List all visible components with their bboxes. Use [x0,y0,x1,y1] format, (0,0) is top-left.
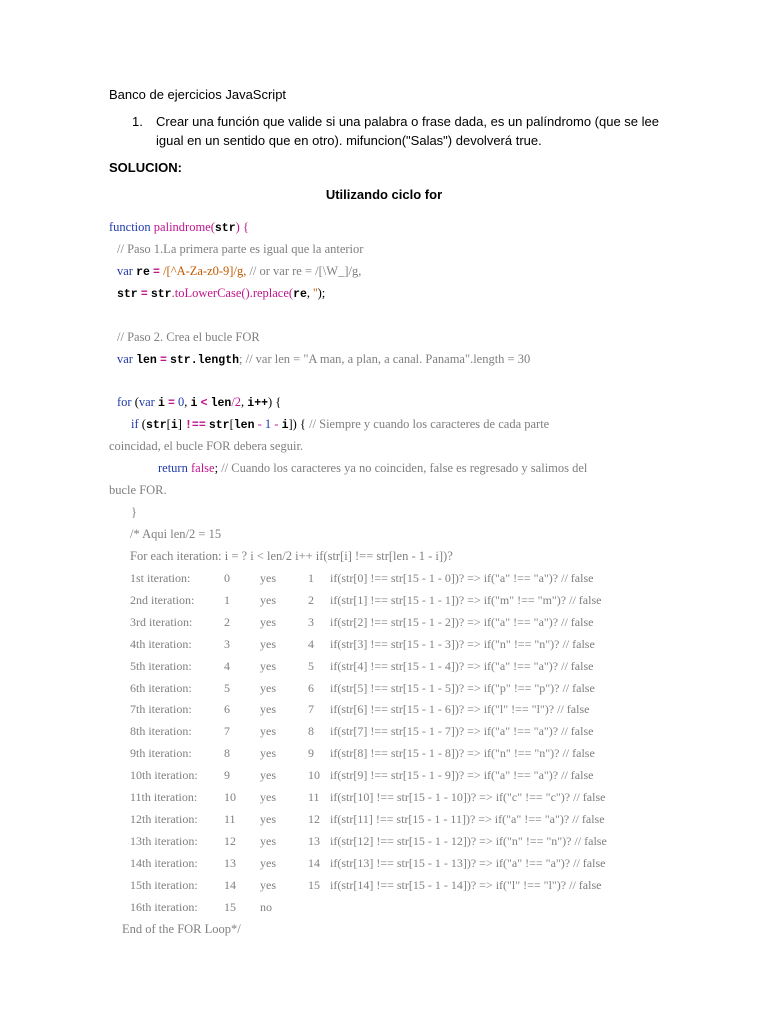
iteration-increment: 15 [308,877,320,892]
iteration-condition: yes [260,702,276,717]
iteration-label: 11th iteration: [130,790,198,804]
iteration-check: if(str[3] !== str[15 - 1 - 3])? => if("n" !== "n")? // false [330,636,595,651]
iteration-i-value: 6 [224,702,230,717]
iteration-condition: yes [260,680,276,695]
iteration-i-value: 1 [224,592,230,607]
iteration-i-value: 0 [224,571,230,585]
iteration-i-value: 5 [224,680,230,695]
iteration-i-value: 10 [224,790,236,804]
question-number: 1. [132,114,143,129]
code-comment-step1: // Paso 1.La primera parte es igual que la anterior [117,242,364,256]
iteration-check: if(str[1] !== str[15 - 1 - 1])? => if("m" !== "m")? // false [330,592,602,607]
iteration-increment: 6 [308,680,314,695]
iteration-condition: yes [260,855,276,870]
iteration-check: if(str[0] !== str[15 - 1 - 0])? => if("a" !== "a")? // false [330,571,594,585]
iteration-condition: yes [260,592,276,607]
code-line-lowercase: str = str.toLowerCase().replace(re, ''); [117,286,326,301]
solution-label: SOLUCION: [109,160,182,175]
iteration-check: if(str[10] !== str[15 - 1 - 10])? => if("c" !== "c")? // false [330,790,606,804]
code-line-function: function palindrome(str) { [109,220,249,235]
iteration-increment: 5 [308,658,314,673]
iteration-increment: 12 [308,811,320,826]
code-line-for: for (var i = 0, i < len/2, i++) { [117,395,282,410]
iteration-condition: yes [260,768,276,783]
iteration-label: 8th iteration: [130,724,192,739]
iteration-check: if(str[4] !== str[15 - 1 - 4])? => if("a" !== "a")? // false [330,658,594,673]
iteration-i-value: 8 [224,746,230,761]
iteration-check: if(str[6] !== str[15 - 1 - 6])? => if("l" !== "l")? // false [330,702,590,717]
iteration-condition: yes [260,636,276,651]
iteration-i-value: 11 [224,811,236,826]
question-text-line-2: igual en un sentido que en otro). mifuncion("Salas") devolverá true. [156,133,542,148]
iteration-label: 5th iteration: [130,658,192,673]
iteration-check: if(str[9] !== str[15 - 1 - 9])? => if("a" !== "a")? // false [330,768,594,783]
iteration-i-value: 12 [224,833,236,848]
code-comment-if-cont: coincidad, el bucle FOR debera seguir. [109,439,304,453]
iteration-check: if(str[13] !== str[15 - 1 - 13])? => if("a" !== "a")? // false [330,855,606,870]
iteration-header-row: For each iteration: i = ? i < len/2 i++ if(str[i] !== str[len - 1 - i])? [130,549,453,563]
iteration-increment: 1 [308,571,314,585]
iteration-increment: 11 [308,790,320,804]
iteration-condition: yes [260,658,276,673]
iteration-label: 6th iteration: [130,680,192,695]
iteration-check: if(str[14] !== str[15 - 1 - 14])? => if("l" !== "l")? // false [330,877,602,892]
code-line-regex: var re = /[^A-Za-z0-9]/g, // or var re = /[\W_]/g, [117,264,362,279]
iteration-check: if(str[7] !== str[15 - 1 - 7])? => if("a" !== "a")? // false [330,724,594,739]
iteration-label: 10th iteration: [130,768,198,783]
iteration-condition: no [260,899,272,914]
iteration-label: 14th iteration: [130,855,198,870]
iteration-condition: yes [260,811,276,826]
iteration-label: 1st iteration: [130,571,191,585]
iteration-increment: 14 [308,855,320,870]
iteration-check: if(str[5] !== str[15 - 1 - 5])? => if("p" !== "p")? // false [330,680,595,695]
iteration-condition: yes [260,877,276,892]
iteration-label: 4th iteration: [130,636,192,651]
iteration-i-value: 9 [224,768,230,783]
iteration-label: 15th iteration: [130,877,198,892]
iteration-label: 13th iteration: [130,833,198,848]
iteration-i-value: 2 [224,614,230,629]
section-subtitle: Utilizando ciclo for [325,187,443,202]
document-heading: Banco de ejercicios JavaScript [109,87,287,102]
iteration-increment: 2 [308,592,314,607]
iteration-check: if(str[12] !== str[15 - 1 - 12])? => if("n" !== "n")? // false [330,833,607,848]
iteration-i-value: 4 [224,658,230,673]
code-line-len: var len = str.length; // var len = "A man, a plan, a canal. Panama".length = 30 [117,352,531,367]
iteration-i-value: 15 [224,899,236,914]
iteration-label: 7th iteration: [130,702,192,717]
code-line-if: if (str[i] !== str[len - 1 - i]) { // Siempre y cuando los caracteres de cada parte [131,417,550,432]
iteration-i-value: 14 [224,877,236,892]
iteration-increment: 10 [308,768,320,783]
iteration-check: if(str[2] !== str[15 - 1 - 2])? => if("a" !== "a")? // false [330,614,594,629]
iteration-i-value: 13 [224,855,236,870]
code-end-comment: End of the FOR Loop*/ [122,922,241,936]
iteration-condition: yes [260,571,276,585]
iteration-label: 16th iteration: [130,899,198,914]
iteration-increment: 13 [308,833,320,848]
iteration-label: 3rd iteration: [130,614,193,629]
iteration-condition: yes [260,724,276,739]
iteration-i-value: 7 [224,724,230,739]
code-close-brace: } [131,505,137,519]
iteration-check: if(str[8] !== str[15 - 1 - 8])? => if("n" !== "n")? // false [330,746,595,761]
iteration-increment: 4 [308,636,314,651]
iteration-check: if(str[11] !== str[15 - 1 - 11])? => if("a" !== "a")? // false [330,811,605,826]
code-comment-return-cont: bucle FOR. [109,483,167,497]
iteration-label: 12th iteration: [130,811,198,826]
iteration-condition: yes [260,746,276,761]
iteration-increment: 8 [308,724,314,739]
iteration-i-value: 3 [224,636,230,651]
code-block-comment-start: /* Aqui len/2 = 15 [130,527,222,541]
iteration-increment: 3 [308,614,314,629]
iteration-condition: yes [260,833,276,848]
code-line-return: return false; // Cuando los caracteres ya no coinciden, false es regresado y salimos del [158,461,588,475]
iteration-label: 9th iteration: [130,746,192,761]
iteration-increment: 7 [308,702,314,717]
iteration-label: 2nd iteration: [130,592,195,607]
question-text-line-1: Crear una función que valide si una palabra o frase dada, es un palíndromo (que se lee [156,114,659,129]
code-comment-step2: // Paso 2. Crea el bucle FOR [117,330,260,344]
iteration-condition: yes [260,614,276,629]
iteration-increment: 9 [308,746,314,761]
iteration-condition: yes [260,790,276,804]
